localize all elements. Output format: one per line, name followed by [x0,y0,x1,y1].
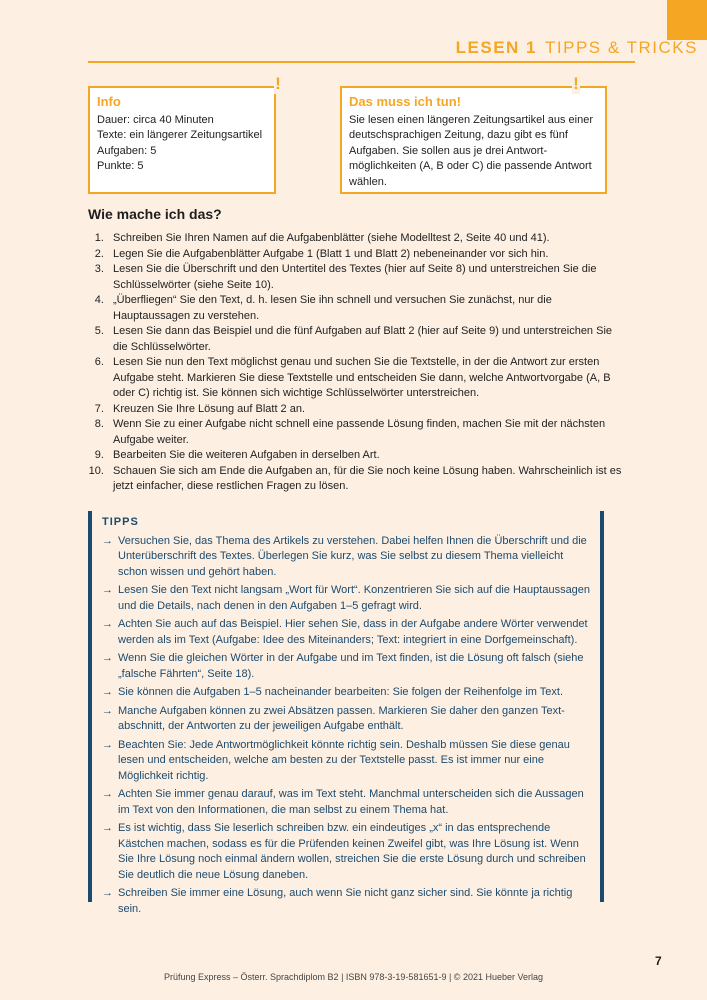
tipps-box [88,511,604,915]
tip-item [102,617,592,648]
step-item: 6. Lesen Sie nun den Text möglichst genau und suchen Sie die Textstelle, in der die Antwort zur ersten Aufgabe steht. Markieren Sie diese Textstelle und entscheiden Sie dann, welche Antwortvorgabe (A, B oder C) richtig ist. Sie können sich wichtige Schlüsselwörter unterstreichen. [107,355,627,402]
arrow-right-icon: → [102,652,113,664]
tip-item [102,886,592,917]
tips-list [102,534,592,918]
corner-accent-bar [667,0,707,40]
step-item: 4. „Überfliegen“ Sie den Text, d. h. lesen Sie ihn schnell und versuchen Sie zunächst, nur die Hauptaussagen zu verstehen. [107,293,627,324]
arrow-right-icon: → [102,584,113,596]
step-item: 2. Legen Sie die Aufgabenblätter Aufgabe 1 (Blatt 1 und Blatt 2) nebeneinander vor sich hin. [107,247,627,263]
tip-text: Achten Sie immer genau darauf, was im Text steht. Manchmal unterscheiden sich die Aussagen im Text von den Informationen, die man selbst zu einem Thema hat. [118,788,584,816]
tip-text: Sie können die Aufgaben 1–5 nacheinander bearbeiten: Sie folgen der Reihenfolge im Text. [118,686,564,698]
info-line: Aufgaben: 5 [97,144,157,157]
task-box-title: Das muss ich tun! [349,94,461,109]
tip-text: Manche Aufgaben können zu zwei Absätzen passen. Markieren Sie daher den ganzen Textabschnitt, der Antworten zu der jeweiligen Aufgabe enthält. [118,704,565,732]
tip-text: Es ist wichtig, dass Sie leserlich schreiben bzw. ein eindeutiges „x“ in das entsprechende Kästchen machen, sodass es für die Prüfenden keinen Zweifel gibt, was Ihre Lösung ist. Wenn Sie Ihre Lösung noch einmal ändern wollen, streichen Sie die erste Lösung durch und schreiben Sie deutlich die neue Lösung daneben. [118,822,586,881]
arrow-right-icon: → [102,686,113,698]
tip-item [102,583,592,614]
step-item: 9. Bearbeiten Sie die weiteren Aufgaben in derselben Art. [107,448,627,464]
arrow-right-icon: → [102,788,113,800]
footer-text: Prüfung Express – Österr. Sprachdiplom B2 | ISBN 978-3-19-581651-9 | © 2021 Hueber Verlag [163,972,543,982]
tip-item [102,534,592,581]
tip-item [102,685,592,701]
info-box [88,74,281,194]
info-line: Punkte: 5 [97,160,144,172]
task-box-text: Sie lesen einen längeren Zeitungsartikel aus einer deutschsprachigen Zeitung, dazu gibt es fünf Aufgaben. Sie sollen aus je drei Antwortmöglichkeiten (A, B oder C) die passende Antwort wählen. [349,113,593,188]
exclamation-icon: ! [573,74,579,93]
arrow-right-icon: → [102,738,113,751]
arrow-right-icon: → [102,704,113,717]
header-rule [88,61,635,63]
header-title-light: TIPPS & TRICKS [545,38,698,57]
arrow-right-icon: → [102,887,113,899]
tip-text: Versuchen Sie, das Thema des Artikels zu verstehen. Dabei helfen Ihnen die Überschrift und die Unterüberschrift des Textes. Überlegen Sie kurz, was Sie selbst zu diesem Thema vielleicht schon wissen und gehört haben. [118,534,587,578]
tip-item [102,738,592,785]
exclamation-icon: ! [275,74,281,93]
tip-item [102,821,592,883]
page-number: 7 [655,954,662,968]
tipps-title: TIPPS [102,516,139,528]
tip-item [102,651,592,682]
header-title-bold: LESEN 1 [455,38,537,57]
step-item: 1. Schreiben Sie Ihren Namen auf die Aufgabenblätter (siehe Modelltest 2, Seite 40 und 41). [107,231,627,247]
steps-list [88,231,627,495]
tip-text: Beachten Sie: Jede Antwortmöglichkeit könnte richtig sein. Deshalb müssen Sie diese genau lesen und entscheiden, welche am besten zu der Textstelle passt. Es ist immer nur eine Möglichkeit richtig. [118,738,570,782]
tip-text: Wenn Sie die gleichen Wörter in der Aufgabe und im Text finden, ist die Lösung oft falsch (siehe „falsche Fährten“, Seite 18). [118,652,584,680]
step-item: 7. Kreuzen Sie Ihre Lösung auf Blatt 2 an. [107,402,627,418]
tip-item [102,704,592,735]
info-box-title: Info [97,94,121,109]
arrow-right-icon: → [102,822,113,834]
info-line: Dauer: circa 40 Minuten [97,113,214,126]
info-line: Texte: ein längerer Zeitungsartikel [97,129,263,141]
tip-text: Schreiben Sie immer eine Lösung, auch wenn Sie nicht ganz sicher sind. Sie könnte ja richtig sein. [118,887,573,915]
tip-text: Achten Sie auch auf das Beispiel. Hier sehen Sie, dass in der Aufgabe andere Wörter verwendet werden als im Text (Aufgabe: Idee des Miteinanders; Text: integriert in eine Dorfgemeinschaft). [118,618,588,646]
arrow-right-icon: → [102,534,113,547]
step-item: 10. Schauen Sie sich am Ende die Aufgaben an, für die Sie noch keine Lösung haben. Wahrscheinlich ist es jetzt einfacher, diese restlichen Fragen zu lösen. [107,464,627,495]
page-header-title [455,38,698,58]
arrow-right-icon: → [102,618,113,630]
tip-item [102,787,592,818]
section-title: Wie mache ich das? [88,206,222,222]
tip-text: Lesen Sie den Text nicht langsam „Wort für Wort“. Konzentrieren Sie sich auf die Hauptaussagen und die Details, nach denen in den Aufgaben 1–5 gefragt wird. [118,584,591,612]
step-item: 3. Lesen Sie die Überschrift und den Untertitel des Textes (hier auf Seite 8) und unterstreichen Sie die Schlüsselwörter (siehe Seite 10). [107,262,627,293]
step-item: 5. Lesen Sie dann das Beispiel und die fünf Aufgaben auf Blatt 2 (hier auf Seite 9) und unterstreichen Sie die Schlüsselwörter. [107,324,627,355]
step-item: 8. Wenn Sie zu einer Aufgabe nicht schnell eine passende Lösung finden, machen Sie mit der nächsten Aufgabe weiter. [107,417,627,448]
task-box [340,74,607,194]
